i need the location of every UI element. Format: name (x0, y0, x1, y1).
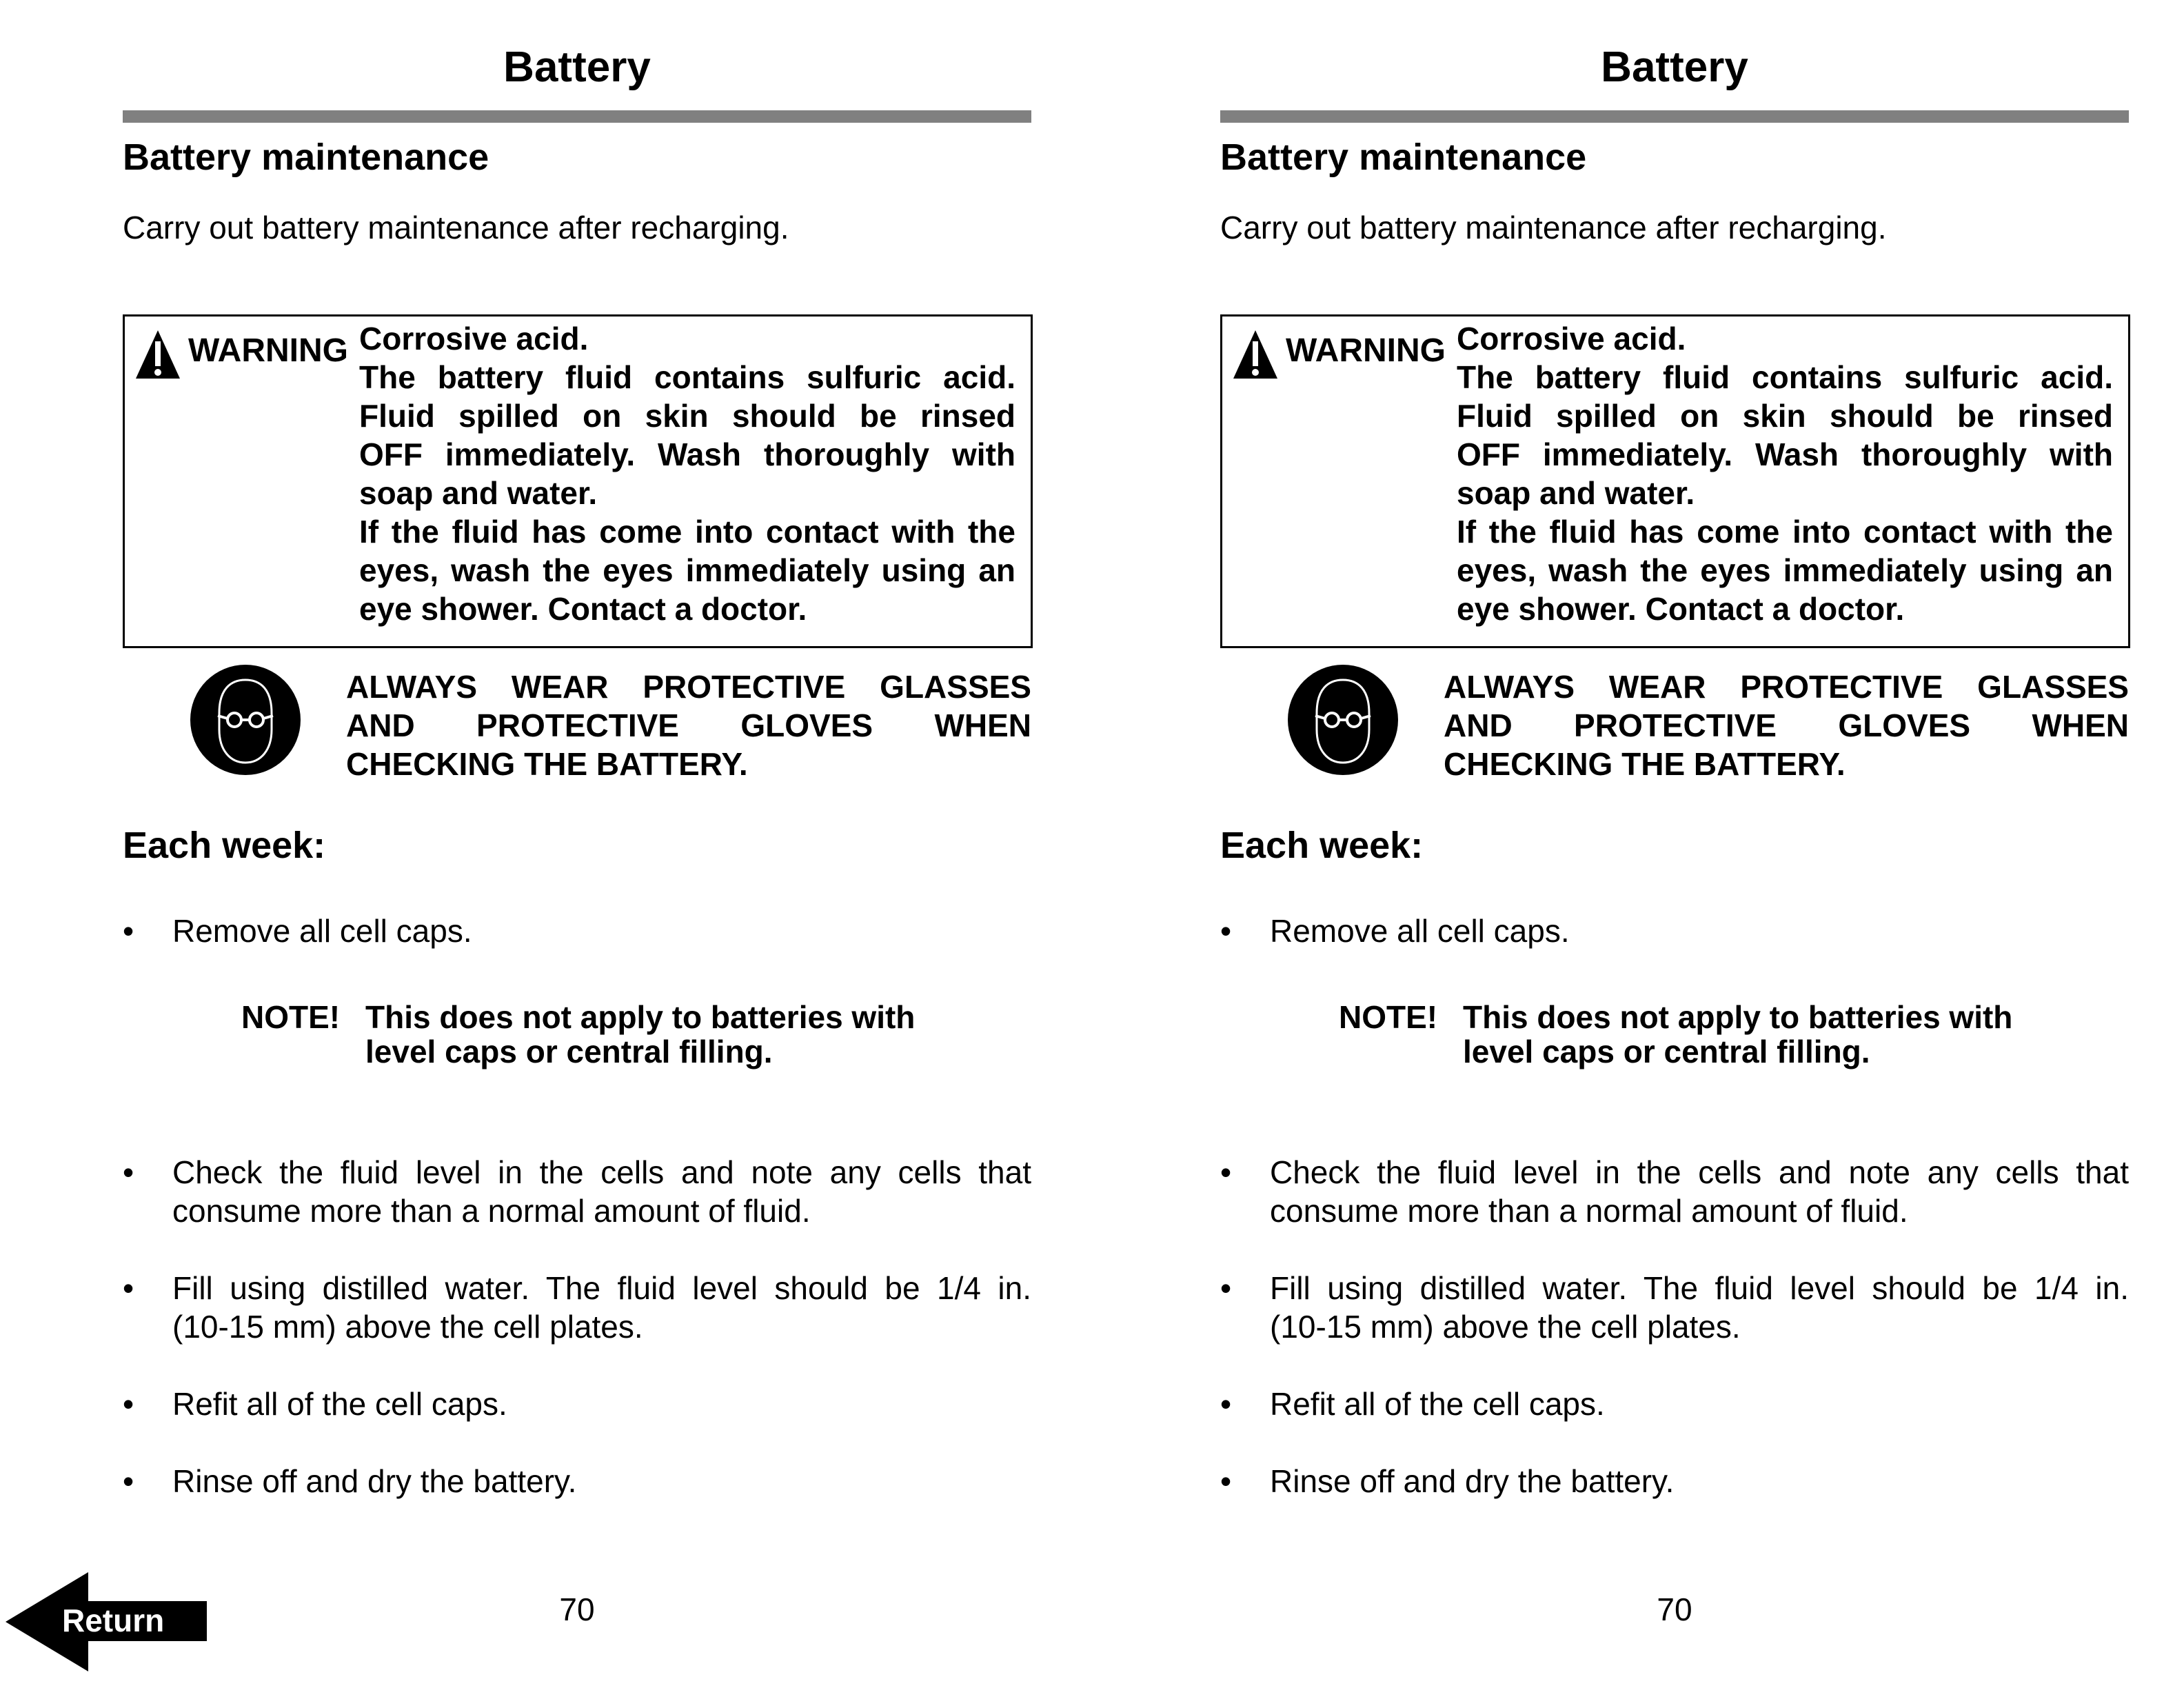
page-title: Battery (503, 43, 651, 91)
step-text: (10-15 mm) above the cell plates. (172, 1309, 643, 1345)
intro-text: Carry out battery maintenance after recharging. (123, 210, 789, 245)
note-line: level caps or central filling. (365, 1034, 773, 1069)
warning-box (1220, 314, 2130, 648)
page-right (1220, 0, 2129, 1688)
warning-line: The battery fluid contains sulfuric acid. (1457, 359, 2113, 395)
warning-line: eyes, wash the eyes immediately using an (1457, 552, 2113, 588)
return-label: Return (62, 1602, 165, 1638)
bullet-icon: • (123, 1386, 134, 1422)
page-number: 70 (1657, 1591, 1692, 1627)
intro-text: Carry out battery maintenance after recharging. (1220, 210, 1887, 245)
note-line: level caps or central filling. (1463, 1034, 1870, 1069)
step-text: Refit all of the cell caps. (1270, 1386, 1605, 1422)
note-label: NOTE! (241, 999, 341, 1035)
ppe-line: CHECKING THE BATTERY. (346, 746, 748, 782)
page-title: Battery (1601, 43, 1748, 91)
step-text: Remove all cell caps. (1270, 913, 1570, 949)
title-rule (123, 110, 1031, 123)
note-line: This does not apply to batteries with (1463, 999, 2013, 1035)
step-text: Refit all of the cell caps. (172, 1386, 507, 1422)
ppe-line: AND PROTECTIVE GLOVES WHEN (1444, 707, 2129, 743)
step-text: Check the fluid level in the cells and note any cells that (172, 1154, 1031, 1190)
warning-line: If the fluid has come into contact with the (1457, 514, 2113, 550)
ppe-line: ALWAYS WEAR PROTECTIVE GLASSES (346, 669, 1031, 705)
bullet-icon: • (1220, 1154, 1232, 1190)
bullet-icon: • (1220, 1386, 1232, 1422)
ppe-line: CHECKING THE BATTERY. (1444, 746, 1846, 782)
warning-triangle-icon (134, 329, 181, 380)
step-text: (10-15 mm) above the cell plates. (1270, 1309, 1741, 1345)
step-text: Check the fluid level in the cells and note any cells that (1270, 1154, 2129, 1190)
note-line: This does not apply to batteries with (365, 999, 916, 1035)
title-rule (1220, 110, 2129, 123)
bullet-icon: • (123, 1270, 134, 1306)
schedule-heading: Each week: (123, 825, 326, 866)
warning-line: eye shower. Contact a doctor. (1457, 591, 1905, 627)
section-title: Battery maintenance (1220, 137, 1587, 178)
page-left (123, 0, 1031, 1688)
warning-label: WARNING (188, 332, 348, 369)
step-text: Fill using distilled water. The fluid level should be 1/4 in. (1270, 1270, 2129, 1306)
bullet-icon: • (1220, 1270, 1232, 1306)
warning-triangle-icon (1232, 329, 1279, 380)
step-text: Remove all cell caps. (172, 913, 472, 949)
bullet-icon: • (123, 1154, 134, 1190)
warning-box (123, 314, 1033, 648)
warning-line: Fluid spilled on skin should be rinsed (359, 398, 1015, 434)
warning-line: OFF immediately. Wash thoroughly with (1457, 436, 2113, 472)
note-label: NOTE! (1339, 999, 1438, 1035)
bullet-icon: • (1220, 1463, 1232, 1499)
warning-text (1457, 319, 2113, 628)
warning-line: Corrosive acid. (1457, 321, 1686, 356)
warning-text (359, 319, 1015, 628)
warning-line: Fluid spilled on skin should be rinsed (1457, 398, 2113, 434)
warning-line: If the fluid has come into contact with the (359, 514, 1015, 550)
step-text: Fill using distilled water. The fluid level should be 1/4 in. (172, 1270, 1031, 1306)
protective-glasses-icon (189, 663, 302, 776)
step-text: consume more than a normal amount of fluid. (172, 1193, 811, 1229)
ppe-instruction (1444, 667, 2129, 783)
warning-line: soap and water. (359, 475, 598, 511)
bullet-icon: • (1220, 913, 1232, 949)
schedule-heading: Each week: (1220, 825, 1424, 866)
warning-line: The battery fluid contains sulfuric acid. (359, 359, 1015, 395)
bullet-icon: • (123, 1463, 134, 1499)
warning-line: eye shower. Contact a doctor. (359, 591, 807, 627)
bullet-icon: • (123, 913, 134, 949)
page-number: 70 (559, 1591, 595, 1627)
warning-label: WARNING (1286, 332, 1446, 369)
ppe-instruction (346, 667, 1031, 783)
ppe-line: ALWAYS WEAR PROTECTIVE GLASSES (1444, 669, 2129, 705)
protective-glasses-icon (1286, 663, 1399, 776)
ppe-line: AND PROTECTIVE GLOVES WHEN (346, 707, 1031, 743)
section-title: Battery maintenance (123, 137, 489, 178)
warning-line: eyes, wash the eyes immediately using an (359, 552, 1015, 588)
step-text: consume more than a normal amount of fluid. (1270, 1193, 1908, 1229)
step-text: Rinse off and dry the battery. (1270, 1463, 1675, 1499)
warning-line: soap and water. (1457, 475, 1695, 511)
warning-line: Corrosive acid. (359, 321, 589, 356)
warning-line: OFF immediately. Wash thoroughly with (359, 436, 1015, 472)
return-button[interactable] (6, 1572, 207, 1671)
step-text: Rinse off and dry the battery. (172, 1463, 577, 1499)
